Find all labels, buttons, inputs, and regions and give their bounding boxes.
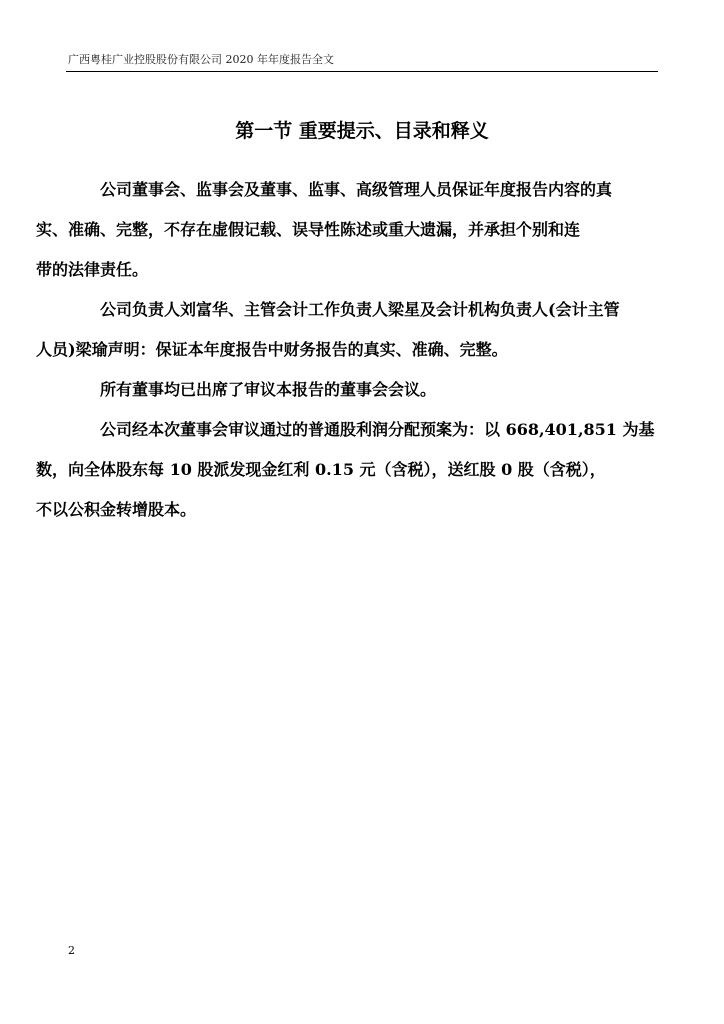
paragraph-line: 人员)梁瑜声明：保证本年度报告中财务报告的真实、准确、完整。 bbox=[36, 340, 508, 359]
section-title: 第一节 重要提示、目录和释义 bbox=[235, 120, 489, 142]
paragraph-profit-distribution bbox=[36, 416, 658, 524]
paragraph-line: 公司经本次董事会审议通过的普通股利润分配预案为：以 668,401,851 为基 bbox=[100, 420, 655, 439]
paragraph-line: 数，向全体股东每 10 股派发现金红利 0.15 元（含税），送红股 0 股（含税）， bbox=[36, 460, 606, 479]
paragraph-line: 公司董事会、监事会及董事、监事、高级管理人员保证年度报告内容的真 bbox=[100, 180, 613, 199]
paragraph-line: 实、准确、完整，不存在虚假记载、误导性陈述或重大遗漏，并承担个别和连 bbox=[36, 220, 581, 239]
paragraph-line: 所有董事均已出席了审议本报告的董事会会议。 bbox=[100, 380, 437, 399]
paragraph-line: 不以公积金转增股本。 bbox=[36, 500, 197, 519]
running-header: 广西粤桂广业控股股份有限公司 2020 年年度报告全文 bbox=[68, 53, 334, 66]
document-body bbox=[36, 176, 658, 536]
paragraph-officer-declaration bbox=[36, 296, 658, 364]
page-number: 2 bbox=[68, 944, 75, 957]
paragraph-line: 带的法律责任。 bbox=[36, 260, 149, 279]
paragraph-responsibility-statement bbox=[36, 176, 658, 284]
paragraph-board-attendance bbox=[68, 376, 658, 404]
header-rule bbox=[66, 71, 658, 72]
paragraph-line: 公司负责人刘富华、主管会计工作负责人梁星及会计机构负责人(会计主管 bbox=[100, 300, 620, 319]
